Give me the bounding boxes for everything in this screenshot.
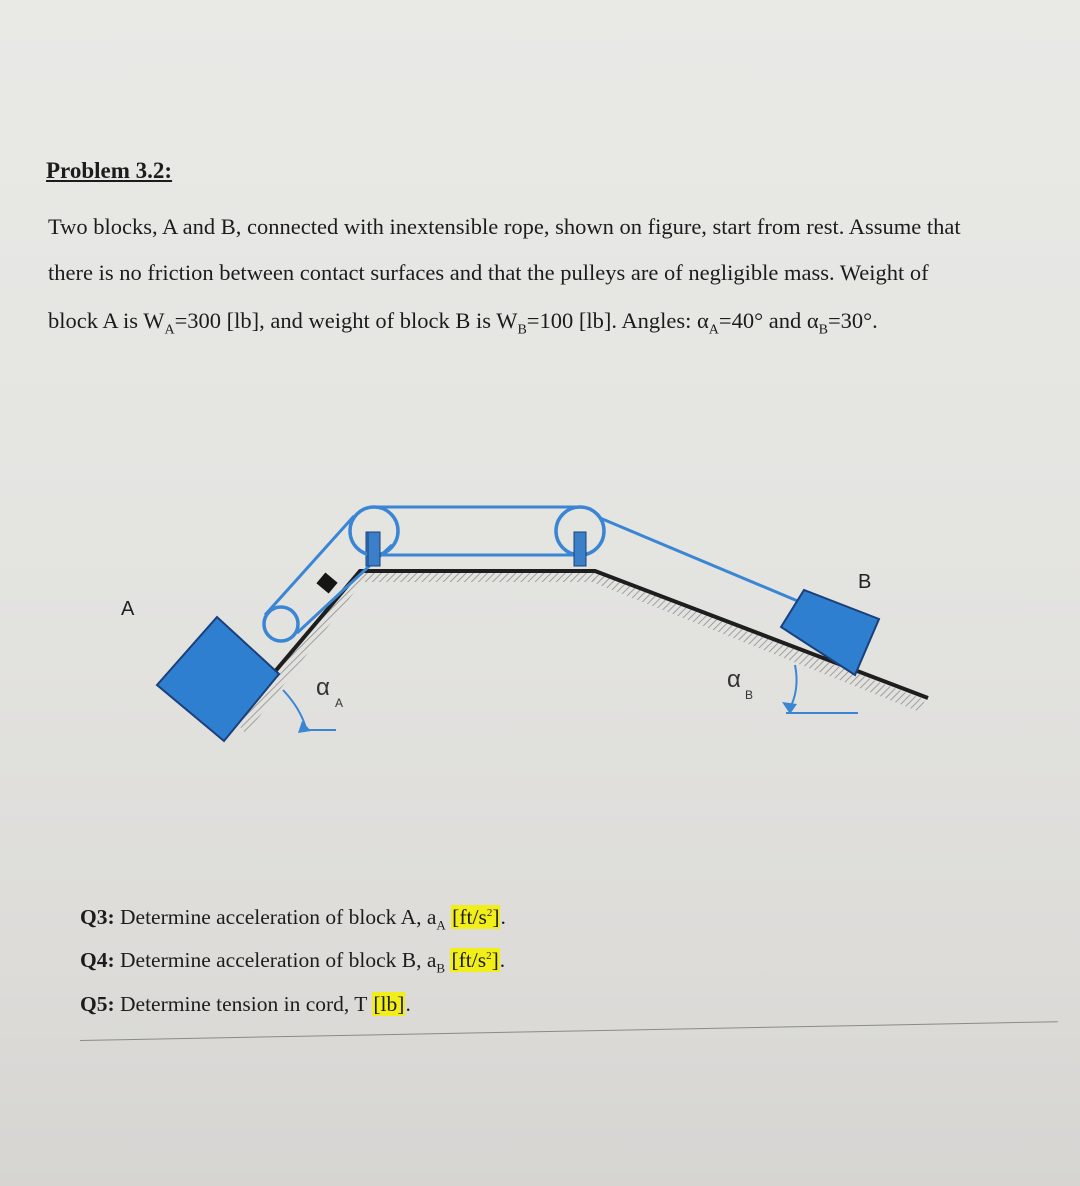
horizontal-rule [80, 1021, 1058, 1041]
superscript: 2 [486, 949, 492, 962]
question-end: . [499, 948, 506, 972]
pulley-mount-block [316, 572, 337, 593]
statement-text: =100 [lb]. Angles: α [526, 308, 709, 333]
label-block-a: A [121, 598, 135, 620]
pulley-top-left [350, 507, 398, 566]
question-text: Determine acceleration of block A, a [120, 905, 437, 929]
question-text: Determine tension in cord, T [120, 992, 373, 1016]
question-5 [80, 992, 411, 1017]
unit-end: ] [491, 948, 499, 972]
block-a [157, 617, 279, 741]
subscript: B [818, 322, 828, 338]
pulley-incline [264, 607, 298, 641]
statement-text: =300 [lb], and weight of block B is W [174, 308, 518, 333]
statement-text: =40° and α [718, 308, 819, 333]
superscript: 2 [486, 906, 493, 919]
unit-highlight: [lb] [373, 992, 405, 1016]
unit-text: [ft/s [451, 948, 487, 972]
question-label: Q5: [80, 992, 115, 1016]
problem-title: Problem 3.2: [46, 158, 173, 183]
statement-line-2: there is no friction between contact surfaces and that the pulleys are of negligible mass. Weight of [48, 260, 929, 285]
statement-line-3 [48, 308, 878, 339]
unit-end: ] [492, 905, 500, 929]
question-4 [80, 948, 505, 976]
angle-b-symbol: α [727, 666, 741, 693]
statement-text: block A is W [48, 308, 165, 333]
angle-a-subscript: A [335, 696, 344, 710]
subscript: A [436, 917, 446, 933]
subscript: A [164, 322, 175, 338]
angle-b-subscript: B [745, 688, 754, 702]
subscript: A [708, 322, 719, 338]
pulley-top-right [556, 507, 604, 566]
subscript: B [436, 960, 446, 976]
question-3 [80, 905, 506, 933]
question-label: Q3: [80, 905, 115, 929]
question-end: . [405, 992, 411, 1016]
statement-line-1: Two blocks, A and B, connected with inextensible rope, shown on figure, start from rest. Assume that [48, 214, 961, 239]
question-end: . [500, 905, 506, 929]
unit-highlight [451, 905, 500, 929]
label-block-b: B [858, 571, 872, 593]
unit-text: [ft/s [452, 905, 487, 929]
question-label: Q4: [80, 948, 115, 972]
question-text: Determine acceleration of block B, a [120, 948, 437, 972]
statement-text: =30°. [827, 308, 878, 333]
unit-highlight [450, 948, 499, 972]
subscript: B [517, 322, 527, 338]
angle-a-symbol: α [316, 674, 330, 701]
pulley-figure [0, 480, 1080, 780]
